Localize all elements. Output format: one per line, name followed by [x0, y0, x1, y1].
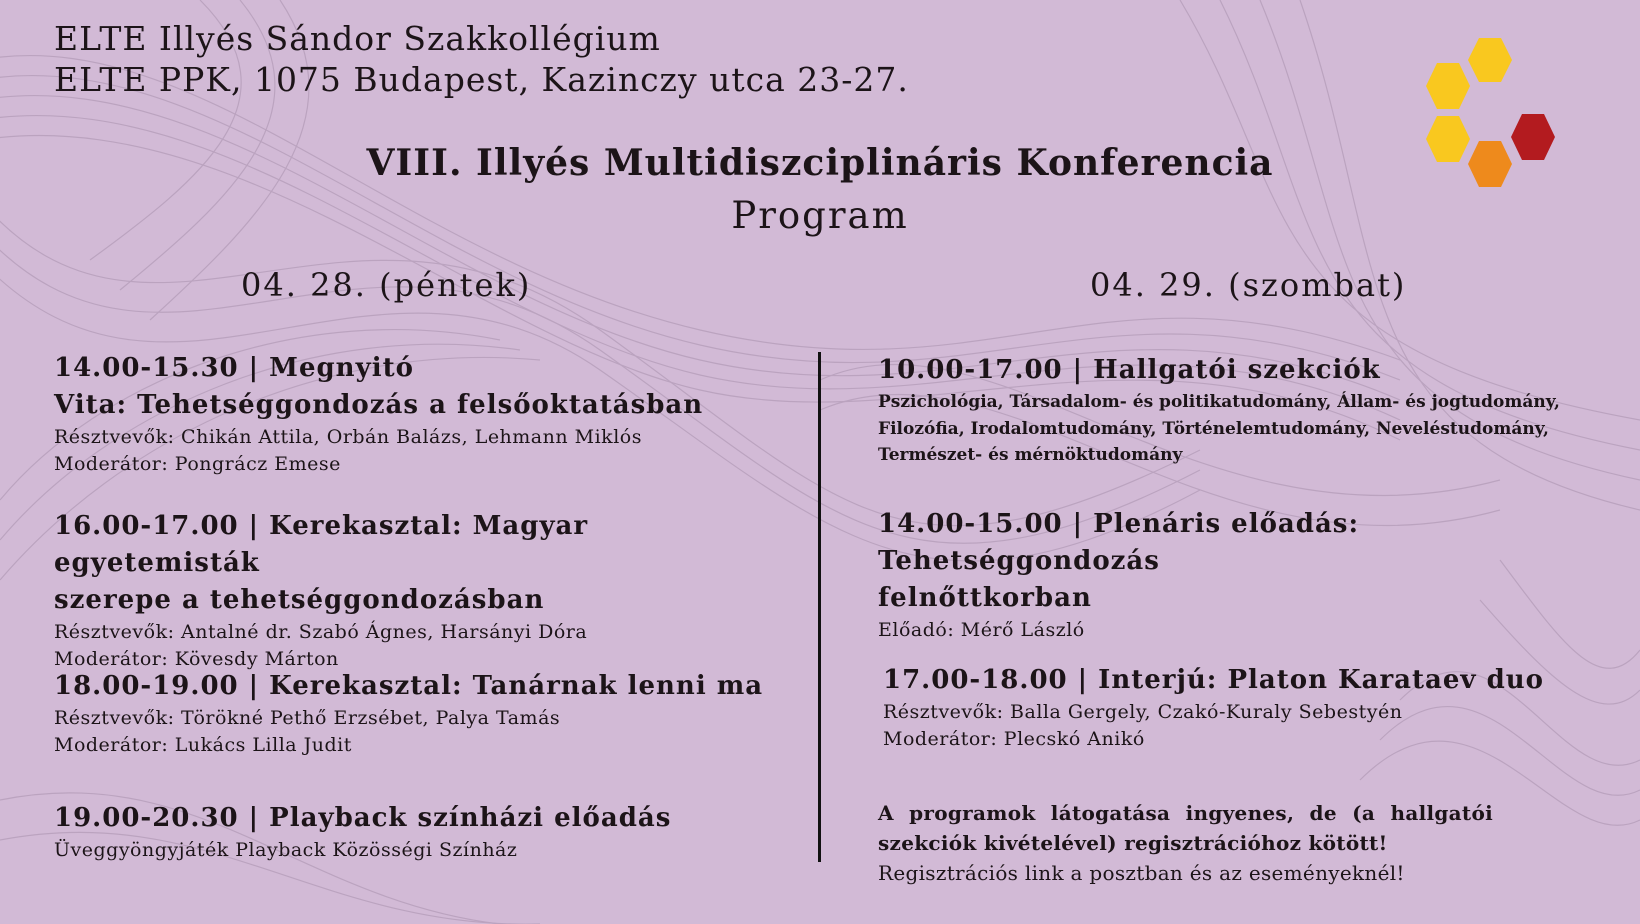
event-performer: Üveggyöngyjáték Playback Közösségi Színház [54, 839, 518, 861]
notice-bold-line: szekciók kivételével) regisztrációhoz kötött! [878, 831, 1388, 855]
page-title: VIII. Illyés Multidiszciplináris Konferencia [366, 142, 1274, 184]
event-moderator: Moderátor: Plecskó Anikó [883, 728, 1145, 750]
notice-registration-line: Regisztrációs link a posztban és az eseményeknél! [878, 861, 1405, 885]
saturday-event [883, 662, 1623, 753]
section-list: Filozófia, Irodalomtudomány, Történelemtudomány, Neveléstudomány, [878, 418, 1549, 439]
event-moderator: Moderátor: Lukács Lilla Judit [54, 734, 352, 756]
organizer-address: ELTE PPK, 1075 Budapest, Kazinczy utca 23-27. [54, 60, 909, 99]
saturday-event [878, 506, 1618, 644]
event-participants: Résztvevők: Antalné dr. Szabó Ágnes, Harsányi Dóra [54, 621, 588, 643]
saturday-date: 04. 29. (szombat) [1090, 266, 1407, 304]
event-title: 18.00-19.00 | Kerekasztal: Tanárnak lenni ma [54, 671, 764, 701]
column-divider [818, 352, 821, 862]
friday-event [54, 668, 794, 759]
event-title: 10.00-17.00 | Hallgatói szekciók [878, 355, 1381, 385]
notice-bold-line: A programok látogatása ingyenes, de (a hallgatói [878, 801, 1493, 825]
event-participants: Résztvevők: Chikán Attila, Orbán Balázs, Lehmann Miklós [54, 426, 642, 448]
event-title: 16.00-17.00 | Kerekasztal: Magyar egyetemisták [54, 511, 589, 578]
event-title: 14.00-15.30 | Megnyitó [54, 353, 414, 383]
event-title: 17.00-18.00 | Interjú: Platon Karataev duo [883, 665, 1545, 695]
friday-event [54, 350, 794, 478]
event-title: Vita: Tehetséggondozás a felsőoktatásban [54, 390, 704, 420]
organizer-header [54, 18, 909, 100]
event-title: felnőttkorban [878, 583, 1092, 613]
section-list: Pszichológia, Társadalom- és politikatudomány, Állam- és jogtudomány, [878, 392, 1560, 412]
event-speaker: Előadó: Mérő László [878, 619, 1085, 641]
friday-event [54, 508, 794, 673]
event-moderator: Moderátor: Pongrácz Emese [54, 453, 341, 475]
page-subtitle: Program [731, 194, 909, 237]
friday-date: 04. 28. (péntek) [241, 266, 532, 304]
event-moderator: Moderátor: Kövesdy Márton [54, 648, 339, 670]
event-title: szerepe a tehetséggondozásban [54, 585, 545, 615]
section-list: Természet- és mérnöktudomány [878, 445, 1183, 465]
friday-event [54, 800, 794, 864]
registration-notice [878, 798, 1493, 888]
event-title: 14.00-15.00 | Plenáris előadás: Tehetséggondozás [878, 509, 1360, 576]
saturday-event [878, 352, 1618, 469]
organizer-name: ELTE Illyés Sándor Szakkollégium [54, 19, 661, 58]
event-participants: Résztvevők: Törökné Pethő Erzsébet, Palya Tamás [54, 707, 561, 729]
event-participants: Résztvevők: Balla Gergely, Czakó-Kuraly Sebestyén [883, 701, 1403, 723]
event-title: 19.00-20.30 | Playback színházi előadás [54, 803, 672, 833]
